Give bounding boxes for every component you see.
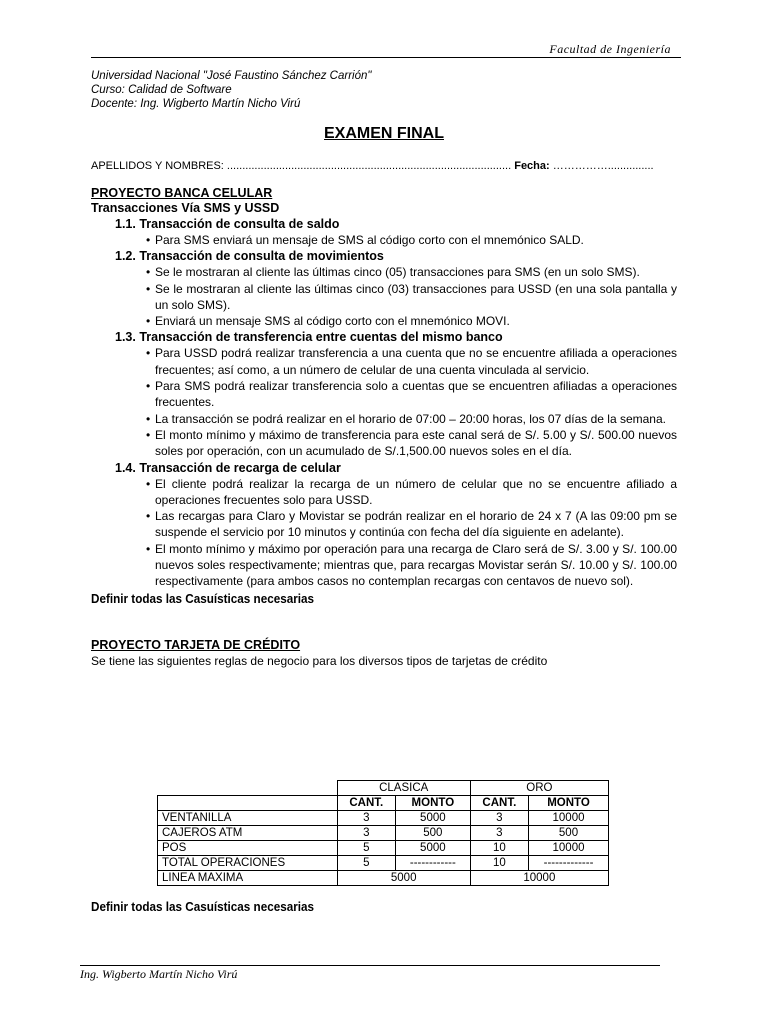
table-cell: 10000 <box>470 871 608 886</box>
table-cell: 3 <box>337 826 395 841</box>
names-field: APELLIDOS Y NOMBRES: ............................................................................................. <box>91 160 512 172</box>
table-row-linea-maxima <box>158 871 609 886</box>
project2-title: PROYECTO TARJETA DE CRÉDITO <box>91 637 301 652</box>
subheader-cell: MONTO <box>395 796 470 811</box>
subheader-cell: CANT. <box>470 796 528 811</box>
table-cell: 5000 <box>395 811 470 826</box>
student-fields <box>91 160 654 172</box>
date-dots: ……………............... <box>552 160 654 172</box>
table-cell: 3 <box>470 826 528 841</box>
university-name: Universidad Nacional "José Faustino Sánchez Carrión" <box>91 70 372 82</box>
bullet-item: • Enviará un mensaje SMS al código corto con el mnemónico MOVI. <box>91 313 677 329</box>
table-cell: 10000 <box>529 811 609 826</box>
exam-title: EXAMEN FINAL <box>324 125 444 142</box>
bullet-item: • Se le mostraran al cliente las últimas cinco (05) transacciones para SMS (en un solo SMS). <box>91 264 677 280</box>
table-group-header-row <box>158 781 609 796</box>
section-heading: 1.4. Transacción de recarga de celular <box>115 460 341 475</box>
course-name: Curso: Calidad de Software <box>91 84 232 96</box>
section-heading: 1.1. Transacción de consulta de saldo <box>115 217 340 231</box>
table-row-label-empty <box>158 796 338 811</box>
row-label: TOTAL OPERACIONES <box>158 856 338 871</box>
bullet-item: • Para USSD podrá realizar transferencia a una cuenta que no se encuentre afiliada a operaciones frecuentes; así como, a un número de celular de una cuenta vinculada al servicio. <box>91 345 677 378</box>
subheader-cell: CANT. <box>337 796 395 811</box>
footer-divider <box>80 965 660 966</box>
bullet-item: • El cliente podrá realizar la recarga de un número de celular que no se encuentre afiliado a operaciones frecuentes solo para USSD. <box>91 476 677 509</box>
table-cell: 10 <box>470 856 528 871</box>
group-clasica: CLASICA <box>337 781 470 796</box>
table-cell: 10000 <box>529 841 609 856</box>
table-cell: ------------ <box>395 856 470 871</box>
exam-title-wrap <box>0 125 768 143</box>
faculty-header: Facultad de Ingeniería <box>549 42 671 56</box>
table-cell: 500 <box>395 826 470 841</box>
main-content <box>91 186 677 669</box>
bullet-item: • Se le mostraran al cliente las últimas cinco (03) transacciones para USSD (en una sola pantalla y un solo SMS). <box>91 281 677 314</box>
section-heading: 1.3. Transacción de transferencia entre cuentas del mismo banco <box>115 330 503 345</box>
row-label: VENTANILLA <box>158 811 338 826</box>
course-info-block <box>91 69 371 111</box>
table-cell: 3 <box>470 811 528 826</box>
header-divider <box>91 57 681 58</box>
bullet-item: • Las recargas para Claro y Movistar se podrán realizar en el horario de 24 x 7 (A las 09:00 pm se suspende el servicio por 10 minutos y continúa con fecha del día siguiente en adelante). <box>91 508 677 541</box>
project2-intro: Se tiene las siguientes reglas de negocio para los diversos tipos de tarjetas de crédito <box>91 653 548 668</box>
bullet-item: • La transacción se podrá realizar en el horario de 07:00 – 20:00 horas, los 07 días de la semana. <box>91 411 677 427</box>
table-cell: 5000 <box>337 871 470 886</box>
table-cell: 3 <box>337 811 395 826</box>
row-label: POS <box>158 841 338 856</box>
project1-subtitle: Transacciones Vía SMS y USSD <box>91 201 280 215</box>
table-row <box>158 856 609 871</box>
table-subheader-row <box>158 796 609 811</box>
table-row <box>158 841 609 856</box>
row-label: LINEA MAXIMA <box>158 871 338 886</box>
table-corner <box>158 781 338 796</box>
date-label: Fecha: <box>514 160 550 172</box>
bullet-item: • El monto mínimo y máximo por operación para una recarga de Claro será de S/. 3.00 y S/. 100.00 nuevos soles respectivamente; mientras que, para recargas Movistar serán S/. 10.00 y S/. 100.00 respectivamente (para ambos casos no contemplan recargas con centavos de nuevo sol). <box>91 541 677 590</box>
credit-card-rules-table <box>157 780 609 886</box>
table-row <box>158 826 609 841</box>
teacher-name: Docente: Ing. Wigberto Martín Nicho Virú <box>91 98 301 110</box>
bullet-item: • Para SMS enviará un mensaje de SMS al código corto con el mnemónico SALD. <box>91 232 677 248</box>
bullet-item: • El monto mínimo y máximo de transferencia para este canal será de S/. 5.00 y S/. 500.00 nuevos soles por operación, con un acumulado de S/.1,500.00 nuevos soles en el día. <box>91 427 677 460</box>
project1-title: PROYECTO BANCA CELULAR <box>91 186 273 200</box>
section-heading: 1.2. Transacción de consulta de movimientos <box>115 249 384 264</box>
table-cell: 5000 <box>395 841 470 856</box>
table-cell: 5 <box>337 856 395 871</box>
table-cell: 10 <box>470 841 528 856</box>
project2-closing: Definir todas las Casuísticas necesarias <box>91 899 315 914</box>
table-cell: ------------- <box>529 856 609 871</box>
table-row <box>158 811 609 826</box>
row-label: CAJEROS ATM <box>158 826 338 841</box>
subheader-cell: MONTO <box>529 796 609 811</box>
table-cell: 500 <box>529 826 609 841</box>
project1-closing: Definir todas las Casuísticas necesarias <box>91 590 315 606</box>
table-cell: 5 <box>337 841 395 856</box>
footer-author: Ing. Wigberto Martín Nicho Virú <box>80 967 238 981</box>
bullet-item: • Para SMS podrá realizar transferencia solo a cuentas que se encuentren afiliadas a operaciones frecuentes. <box>91 378 677 411</box>
group-oro: ORO <box>470 781 608 796</box>
